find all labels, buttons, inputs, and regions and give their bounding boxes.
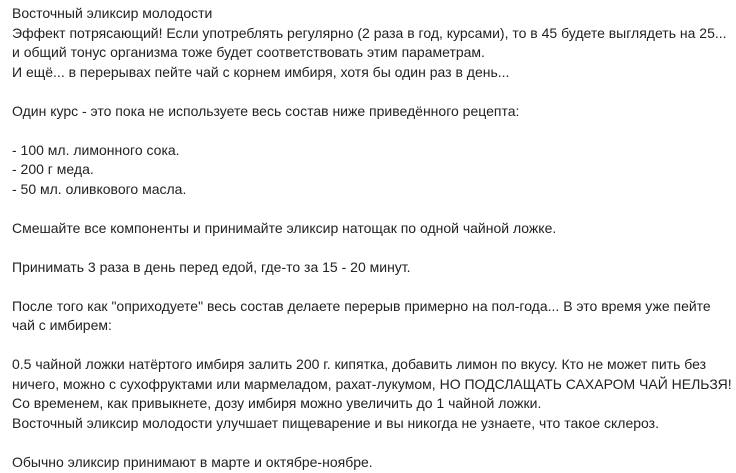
course-note: Один курс - это пока не используете весь состав ниже приведённого рецепта: xyxy=(12,102,520,119)
dosage-instruction: Принимать 3 раза в день перед едой, где-то за 15 - 20 минут. xyxy=(12,258,411,275)
spacer xyxy=(12,121,732,141)
mix-instruction: Смешайте все компоненты и принимайте эликсир натощак по одной чайной ложке. xyxy=(12,219,557,236)
ingredient-item: - 200 г меда. xyxy=(12,161,94,177)
intro-paragraph: Эффект потрясающий! Если употреблять регулярно (2 раза в год, курсами), то в 45 будете выглядеть на 25... и общий тонус организма тоже будет соответствовать этим параметрам. xyxy=(12,24,727,60)
spacer xyxy=(12,433,732,453)
tea-recipe: 0.5 чайной ложки натёртого имбиря залить 200 г. кипятка, добавить лимон по вкусу. Кто не может пить без ничего, можно с сухофруктами или мармеладом, рахат-лукумом, НО ПОДСЛАЩАТЬ САХАРОМ ЧАЙ НЕЛЬЗЯ! Со временем, как привыкнете, дозу имбиря можно увеличить до 1 чайной ложки. xyxy=(12,356,732,411)
ginger-note: И ещё... в перерывах пейте чай с корнем имбиря, хотя бы один раз в день... xyxy=(12,63,510,80)
spacer xyxy=(12,199,732,219)
spacer xyxy=(12,277,732,297)
spacer xyxy=(12,336,732,356)
benefits-paragraph: Восточный эликсир молодости улучшает пищеварение и вы никогда не узнаете, что такое склероз. xyxy=(12,414,659,431)
post-title: Восточный эликсир молодости xyxy=(12,5,213,21)
break-note: После того как "оприходуете" весь состав делаете перерыв примерно на пол-года... В это время уже пейте чай с имбирем: xyxy=(12,297,711,333)
post-body xyxy=(12,4,732,472)
ingredient-item: - 100 мл. лимонного сока. xyxy=(12,141,180,158)
ingredient-item: - 50 мл. оливкового масла. xyxy=(12,180,187,197)
season-note: Обычно эликсир принимают в марте и октябре-ноябре. xyxy=(12,453,373,470)
spacer xyxy=(12,238,732,258)
spacer xyxy=(12,82,732,102)
